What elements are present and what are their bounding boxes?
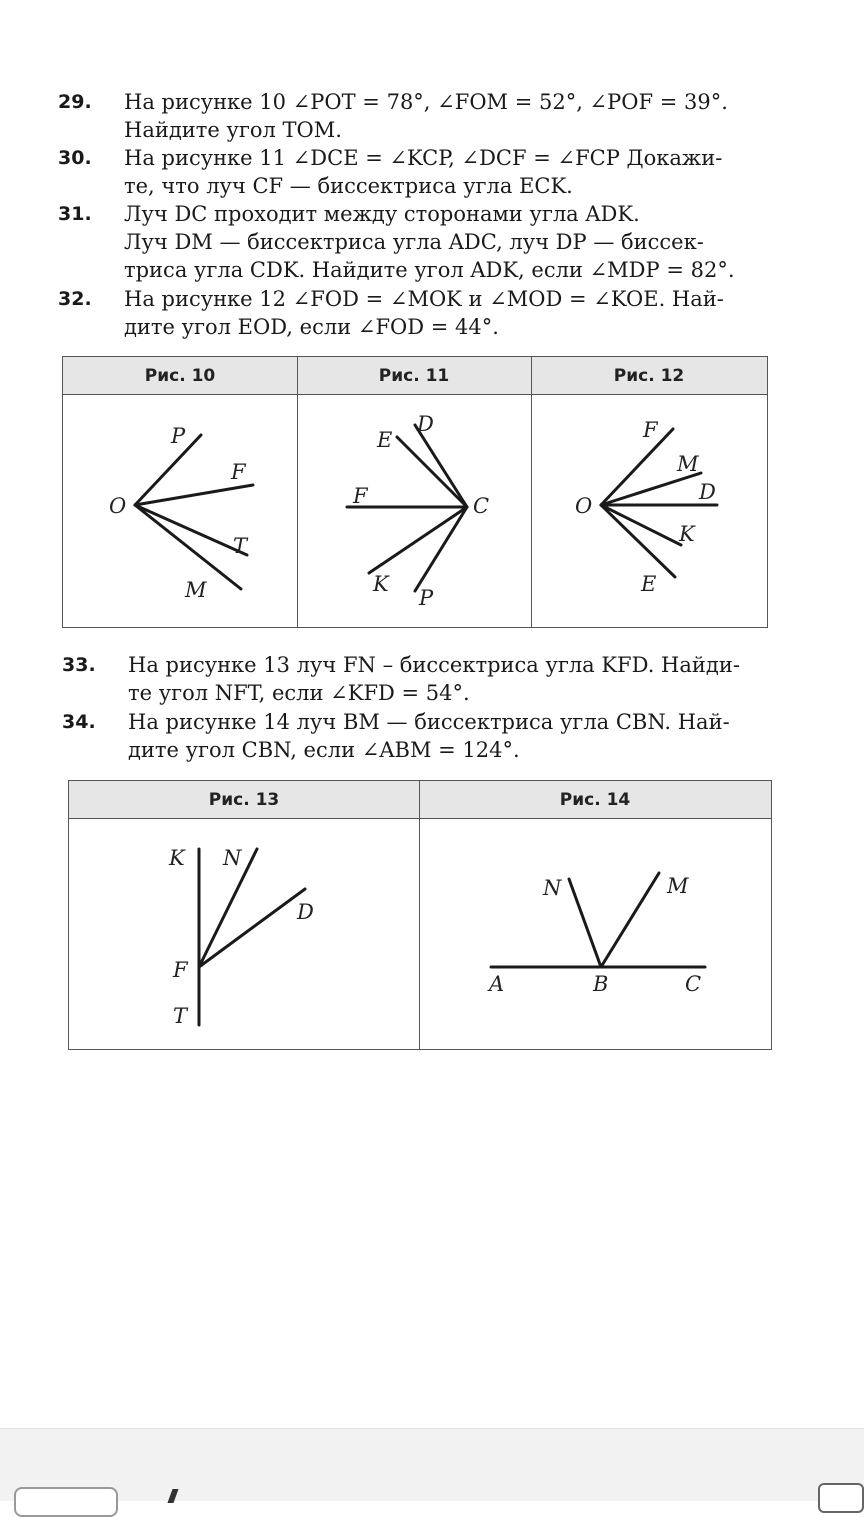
problem-text	[124, 144, 778, 200]
label-T: T	[173, 1004, 188, 1028]
problem-line: Найдите угол TOM.	[124, 118, 342, 142]
problem-line: На рисунке 12 ∠FOD = ∠MOK и ∠MOD = ∠KOE. Най-	[124, 287, 724, 311]
ray-BM	[601, 873, 659, 967]
toolbar-mark-icon	[167, 1489, 178, 1503]
problem-number: 31.	[58, 203, 92, 225]
label-M: M	[667, 874, 689, 898]
fig12-caption: Рис. 12	[531, 357, 767, 395]
label-M: M	[185, 578, 207, 602]
problem-number: 33.	[62, 654, 96, 676]
problem-number: 29.	[58, 91, 92, 113]
problem-line: На рисунке 11 ∠DCE = ∠KCP, ∠DCF = ∠FCP Докажи-	[124, 146, 723, 170]
problem-number: 32.	[58, 288, 92, 310]
problem-line: Луч DM — биссектриса угла ADC, луч DP — биссек-	[124, 230, 704, 254]
label-D: D	[699, 480, 716, 504]
fig13-drawing	[69, 819, 419, 1049]
ray-OK	[601, 505, 681, 545]
problem-line: дите угол EOD, если ∠FOD = 44°.	[124, 315, 499, 339]
ray-CD	[415, 425, 467, 507]
fig13-caption: Рис. 13	[69, 781, 419, 819]
label-D: D	[417, 412, 434, 436]
ray-FD	[199, 889, 305, 967]
label-K: K	[373, 572, 389, 596]
problem-text	[124, 88, 778, 144]
label-M: M	[677, 452, 699, 476]
ray-OE	[601, 505, 675, 577]
problem-line: те угол NFT, если ∠KFD = 54°.	[128, 681, 470, 705]
problem-32	[58, 285, 778, 341]
ray-CK	[369, 507, 467, 573]
problem-33	[62, 651, 782, 707]
label-F: F	[231, 460, 246, 484]
label-F: F	[173, 958, 188, 982]
label-C: C	[685, 972, 702, 996]
fig14-drawing	[419, 819, 771, 1049]
fig12-svg	[531, 395, 767, 627]
problem-line: На рисунке 14 луч BM — биссектриса угла CBN. Най-	[128, 710, 730, 734]
label-K: K	[169, 846, 185, 870]
label-P: P	[171, 424, 186, 448]
problem-text	[124, 285, 778, 341]
problem-number: 34.	[62, 711, 96, 733]
toolbar-button-right[interactable]	[818, 1483, 864, 1513]
label-F: F	[353, 484, 368, 508]
fig14-svg	[419, 819, 771, 1049]
fig11-drawing	[297, 395, 531, 627]
fig13-svg	[69, 819, 419, 1049]
label-P: P	[419, 586, 434, 610]
problem-text	[128, 651, 782, 707]
label-B: B	[593, 972, 609, 996]
fig11-svg	[297, 395, 531, 627]
problem-line: Луч DC проходит между сторонами угла ADK.	[124, 202, 640, 226]
problem-line: триса угла CDK. Найдите угол ADK, если ∠MDP = 82°.	[124, 258, 735, 282]
label-C: C	[473, 494, 490, 518]
fig10-svg	[63, 395, 297, 627]
ray-CE	[397, 437, 467, 507]
problem-number: 30.	[58, 147, 92, 169]
ray-CP	[415, 507, 467, 591]
problem-31	[58, 200, 778, 284]
problem-line: На рисунке 10 ∠POT = 78°, ∠FOM = 52°, ∠POF = 39°.	[124, 90, 728, 114]
problem-line: На рисунке 13 луч FN – биссектриса угла KFD. Найди-	[128, 653, 740, 677]
ray-BN	[569, 879, 601, 967]
toolbar-button-left[interactable]	[14, 1487, 118, 1517]
label-A: A	[489, 972, 505, 996]
label-O: O	[109, 494, 127, 518]
problem-34	[62, 708, 782, 764]
label-D: D	[297, 900, 314, 924]
problem-line: дите угол CBN, если ∠ABM = 124°.	[128, 738, 520, 762]
label-T: T	[233, 534, 248, 558]
problem-30	[58, 144, 778, 200]
problem-text	[124, 200, 778, 284]
label-K: K	[679, 522, 695, 546]
fig14-caption: Рис. 14	[419, 781, 771, 819]
fig10-drawing	[63, 395, 297, 627]
fig12-drawing	[531, 395, 767, 627]
label-E: E	[641, 572, 657, 596]
bottom-toolbar	[0, 1428, 864, 1501]
problem-line: те, что луч CF — биссектриса угла ECK.	[124, 174, 573, 198]
label-N: N	[223, 846, 242, 870]
problem-text	[128, 708, 782, 764]
label-F: F	[643, 418, 658, 442]
label-N: N	[543, 876, 562, 900]
label-O: O	[575, 494, 593, 518]
fig11-caption: Рис. 11	[297, 357, 531, 395]
fig10-caption: Рис. 10	[63, 357, 297, 395]
problem-29	[58, 88, 778, 144]
ray-OM	[135, 505, 241, 589]
label-E: E	[377, 428, 393, 452]
figures-table-13-14	[68, 780, 772, 1050]
figures-table-10-12	[62, 356, 768, 628]
